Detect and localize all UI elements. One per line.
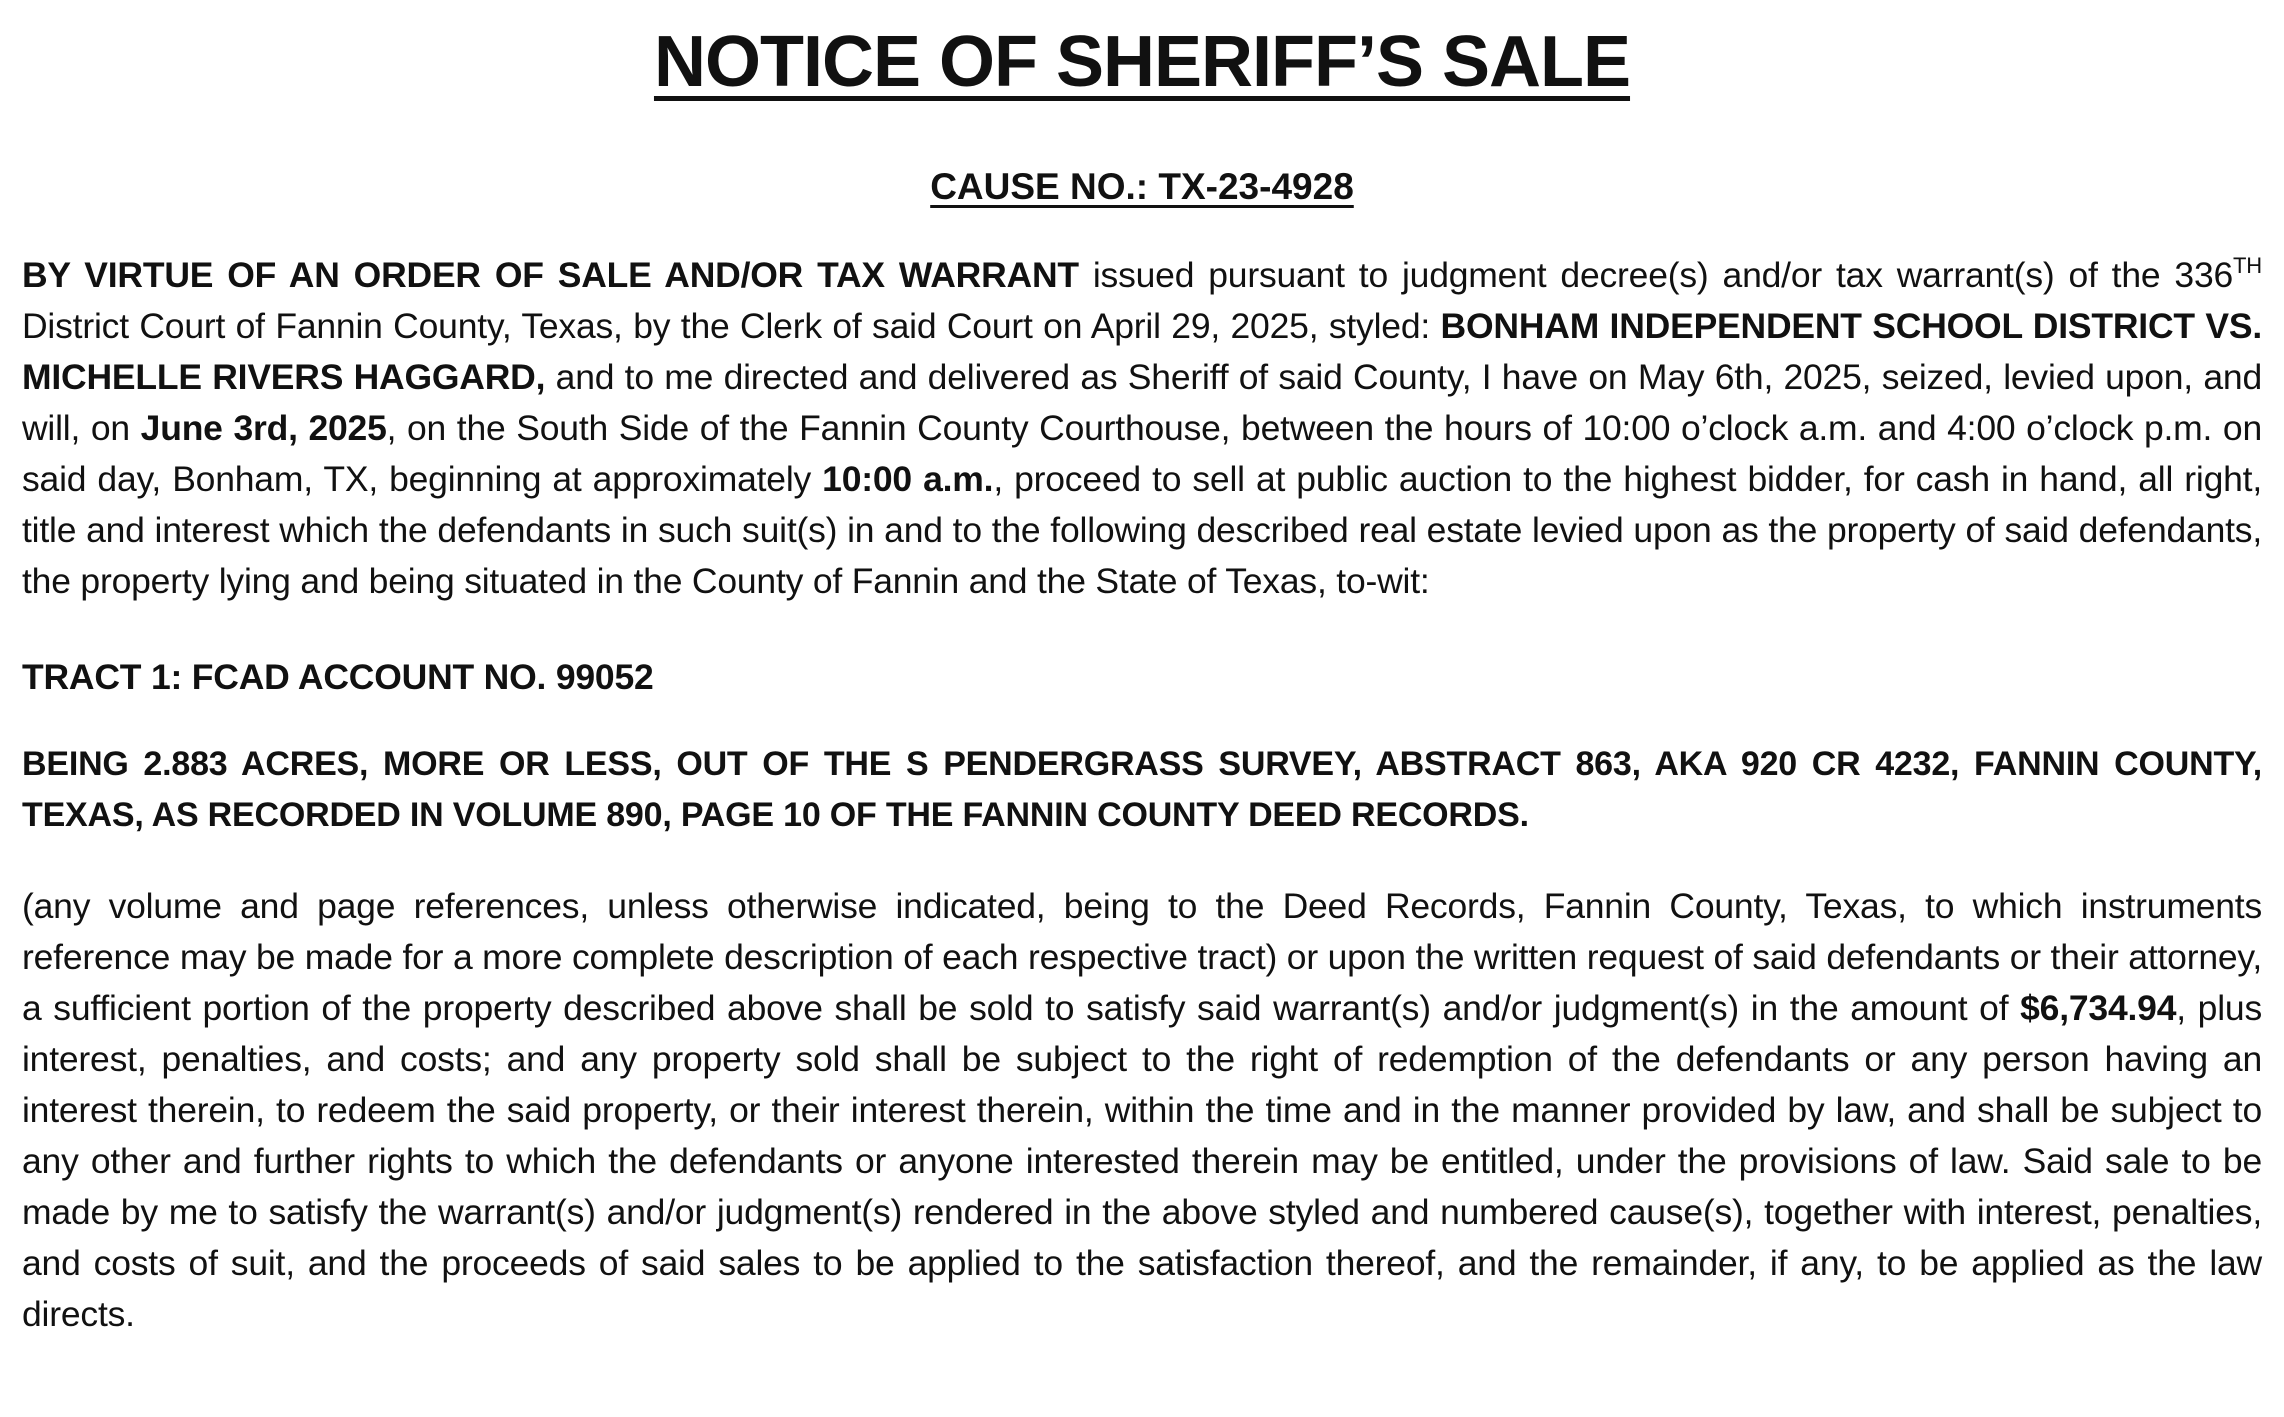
judgment-amount: $6,734.94 bbox=[2020, 988, 2177, 1028]
court-ordinal-suffix: TH bbox=[2233, 253, 2262, 278]
legal-description: BEING 2.883 ACRES, MORE OR LESS, OUT OF THE S PENDERGRASS SURVEY, ABSTRACT 863, AKA 920 CR 4232, FANNIN COUNTY, TEXAS, AS RECORDED IN VOLUME 890, PAGE 10 OF THE FANNIN COUNTY DEED RECORDS. bbox=[22, 745, 2262, 834]
case-style: BONHAM INDEPENDENT SCHOOL DISTRICT VS. MICHELLE RIVERS HAGGARD, bbox=[22, 306, 2262, 397]
order-text-a: issued pursuant to judgment decree(s) and/or tax warrant(s) of the 336 bbox=[1078, 255, 2234, 295]
order-of-sale-paragraph bbox=[22, 250, 2262, 607]
order-text-c: and to me directed and delivered as Sheriff of said County, I have on May 6th, 2025, seized, levied upon, and will, on bbox=[22, 357, 2262, 448]
sale-time: 10:00 a.m. bbox=[822, 459, 994, 499]
redemption-text-b: , plus interest, penalties, and costs; and any property sold shall be subject to the right of redemption of the defendants or any person having an interest therein, to redeem the said property, or their interest therein, within the time and in the manner provided by law, and shall be subject to any other and further rights to which the defendants or anyone interested therein may be entitled, under the provisions of law. Said sale to be made by me to satisfy the warrant(s) and/or judgment(s) rendered in the above styled and numbered cause(s), together with interest, penalties, and costs of suit, and the proceeds of said sales to be applied to the satisfaction thereof, and the remainder, if any, to be applied as the law directs. bbox=[22, 988, 2262, 1334]
order-text-b: District Court of Fannin County, Texas, by the Clerk of said Court on April 29, 2025, styled: bbox=[22, 306, 1441, 346]
cause-number-block bbox=[22, 162, 2262, 212]
order-lead-text: BY VIRTUE OF AN ORDER OF SALE AND/OR TAX WARRANT bbox=[22, 255, 1079, 295]
tract-account: TRACT 1: FCAD ACCOUNT NO. 99052 bbox=[22, 657, 654, 697]
order-text-d: , on the South Side of the Fannin County Courthouse, between the hours of 10:00 o’clock a.m. and 4:00 o’clock p.m. on said day, Bonham, TX, beginning at approximately bbox=[22, 408, 2262, 499]
redemption-text-a: (any volume and page references, unless otherwise indicated, being to the Deed Records, Fannin County, Texas, to which instruments reference may be made for a more complete description of each respective tract) or upon the written request of said defendants or their attorney, a sufficient portion of the property described above shall be sold to satisfy said warrant(s) and/or judgment(s) in the amount of bbox=[22, 886, 2262, 1028]
redemption-paragraph bbox=[22, 881, 2262, 1340]
sheriff-sale-notice bbox=[22, 14, 2262, 1340]
notice-title-block bbox=[22, 14, 2262, 110]
sale-date: June 3rd, 2025 bbox=[140, 408, 387, 448]
cause-number: CAUSE NO.: TX-23-4928 bbox=[930, 166, 1354, 207]
order-text-e: , proceed to sell at public auction to the highest bidder, for cash in hand, all right, title and interest which the defendants in such suit(s) in and to the following described real estate levied upon as the property of said defendants, the property lying and being situated in the County of Fannin and the State of Texas, to-wit: bbox=[22, 459, 2262, 601]
notice-title: NOTICE OF SHERIFF’S SALE bbox=[653, 22, 1631, 102]
